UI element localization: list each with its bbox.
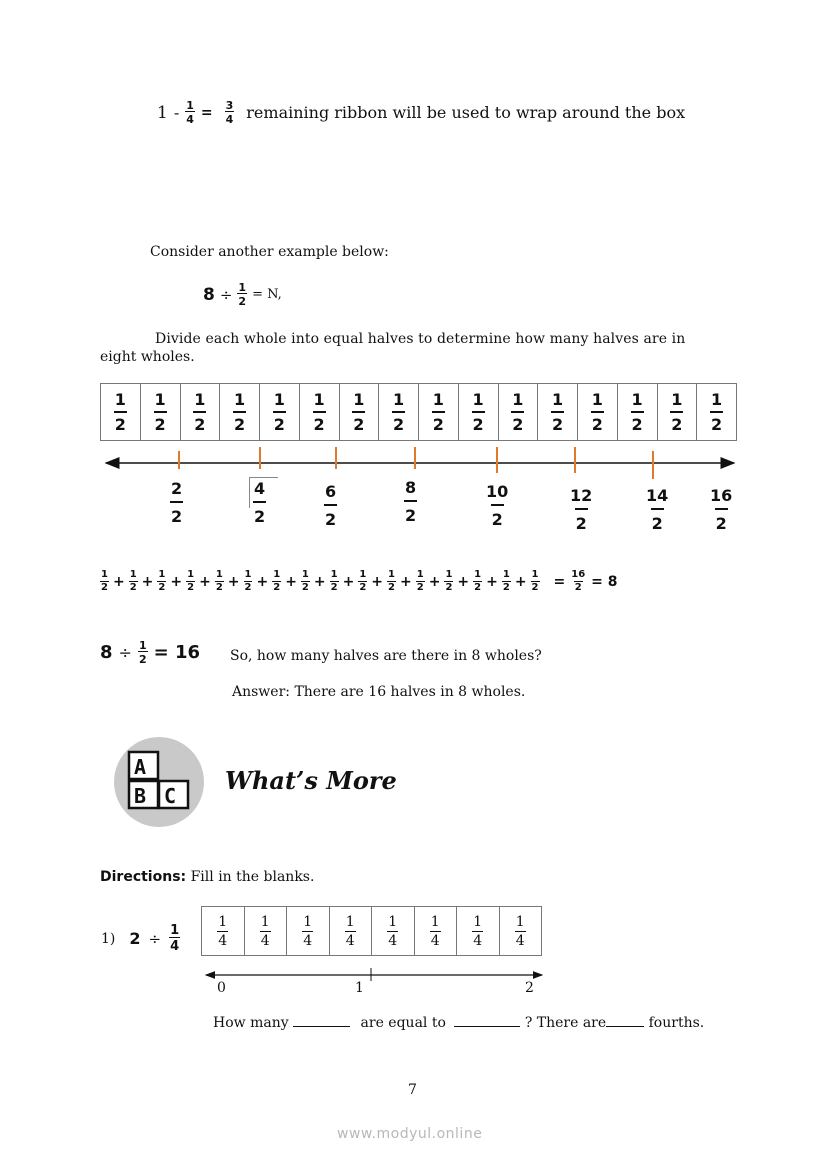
block-letter: A [134, 755, 147, 779]
item-1-equation: 1) 2 ÷ $\frac{1}{4}$ [101, 923, 180, 954]
half-cell: $\frac{1}{2}$ [657, 384, 697, 441]
sum-result: = 8 [591, 573, 618, 590]
number-line-label: $\frac{6}{2}$ [325, 482, 337, 529]
half-cell: $\frac{1}{2}$ [339, 384, 379, 441]
halves-sum-row [100, 570, 618, 593]
number-line-label: $\frac{10}{2}$ [486, 482, 509, 529]
line-label-1: 1 [355, 980, 364, 996]
half-cell: $\frac{1}{2}$ [101, 384, 141, 441]
result-equation: 8 ÷ $\frac{1}{2}$ = 16 [100, 639, 200, 666]
half-cell: $\frac{1}{2}$ [617, 384, 657, 441]
number-line-label: $\frac{16}{2}$ [710, 486, 733, 533]
eq-equals: = [200, 104, 213, 121]
half-cell: $\frac{1}{2}$ [140, 384, 180, 441]
number-line-label: $\frac{4}{2}$ [254, 479, 266, 526]
divide-instruction-1: Divide each whole into equal halves to determine how many halves are in [155, 331, 686, 347]
half-cell: $\frac{1}{2}$ [697, 384, 737, 441]
half-cell: $\frac{1}{2}$ [379, 384, 419, 441]
divide-instruction-2: eight wholes. [100, 349, 195, 365]
number-line-label: $\frac{2}{2}$ [171, 479, 183, 526]
plus-sign: + [112, 573, 125, 590]
half-cell: $\frac{1}{2}$ [180, 384, 220, 441]
fourth-cell: $\frac{1}{4}$ [499, 907, 542, 956]
plus-sign: + [256, 573, 269, 590]
fraction-three-fourths: $\frac{3}{4}$ [225, 99, 234, 126]
sum-term: $\frac{1}{2}$ [187, 569, 195, 593]
fourth-cell: $\frac{1}{4}$ [329, 907, 372, 956]
half-cell: $\frac{1}{2}$ [220, 384, 260, 441]
sum-term: $\frac{1}{2}$ [158, 569, 166, 593]
example-equation: 8 ÷ $\frac{1}{2}$ = N, [203, 281, 282, 308]
blank-2[interactable] [454, 1026, 520, 1027]
halves-number-line [100, 440, 740, 480]
number-line-label: $\frac{8}{2}$ [405, 478, 417, 525]
plus-sign: + [400, 573, 412, 590]
sum-term: $\frac{1}{2}$ [445, 569, 453, 593]
half-cell: $\frac{1}{2}$ [260, 384, 300, 441]
plus-sign: + [457, 573, 470, 590]
sum-term: $\frac{1}{2}$ [301, 569, 309, 593]
eq-one: 1 [157, 102, 168, 123]
blank-3[interactable] [606, 1026, 644, 1027]
sum-term: $\frac{1}{2}$ [416, 569, 424, 593]
fourth-cell: $\frac{1}{4}$ [414, 907, 457, 956]
fourths-row [202, 907, 542, 956]
fourths-number-line [200, 965, 550, 983]
sum-total-fraction: $\frac{16}{2}$ [571, 569, 586, 593]
fraction-one-half: $\frac{1}{2}$ [238, 281, 247, 308]
plus-sign: + [227, 573, 240, 590]
page-number: 7 [408, 1082, 417, 1098]
fourths-table [201, 906, 542, 956]
section-title: What’s More [225, 766, 397, 795]
plus-sign: + [170, 573, 183, 590]
sum-term: $\frac{1}{2}$ [273, 569, 281, 593]
plus-sign: + [141, 573, 154, 590]
half-cell: $\frac{1}{2}$ [299, 384, 339, 441]
block-letter: B [134, 784, 147, 808]
sum-term: $\frac{1}{2}$ [101, 569, 108, 593]
plus-sign: + [371, 573, 384, 590]
line-label-0: 0 [217, 980, 226, 996]
blank-1[interactable] [293, 1026, 350, 1027]
sum-term: $\frac{1}{2}$ [388, 569, 395, 593]
sum-term: $\frac{1}{2}$ [474, 569, 482, 593]
directions [100, 869, 314, 885]
plus-sign: + [199, 573, 211, 590]
fourth-cell: $\frac{1}{4}$ [372, 907, 415, 956]
halves-row [101, 384, 737, 441]
ribbon-equation-line [157, 100, 685, 125]
number-line-label: $\frac{14}{2}$ [646, 486, 669, 533]
eq-minus: - [173, 103, 180, 122]
sum-term: $\frac{1}{2}$ [359, 569, 367, 593]
plus-sign: + [285, 573, 297, 590]
plus-sign: + [313, 573, 326, 590]
sum-term: $\frac{1}{2}$ [330, 569, 338, 593]
half-cell: $\frac{1}{2}$ [458, 384, 498, 441]
plus-sign: + [428, 573, 441, 590]
half-cell: $\frac{1}{2}$ [538, 384, 578, 441]
sum-term: $\frac{1}{2}$ [244, 569, 252, 593]
half-cell: $\frac{1}{2}$ [419, 384, 459, 441]
sum-term: $\frac{1}{2}$ [531, 569, 539, 593]
fourth-cell: $\frac{1}{4}$ [457, 907, 500, 956]
label-bracket [249, 477, 278, 508]
question-text: So, how many halves are there in 8 wholes? [230, 648, 542, 664]
plus-sign: + [342, 573, 355, 590]
number-line-label: $\frac{12}{2}$ [570, 486, 593, 533]
half-cell: $\frac{1}{2}$ [498, 384, 538, 441]
fourth-cell: $\frac{1}{4}$ [244, 907, 287, 956]
sum-term: $\frac{1}{2}$ [129, 569, 137, 593]
fourth-cell: $\frac{1}{4}$ [287, 907, 330, 956]
sum-term: $\frac{1}{2}$ [502, 569, 510, 593]
answer-text: Answer: There are 16 halves in 8 wholes. [232, 684, 526, 700]
sum-term: $\frac{1}{2}$ [215, 569, 223, 593]
ribbon-text: remaining ribbon will be used to wrap around the box [246, 103, 686, 122]
item-1-question: How many are equal to ? There are fourths. [213, 1015, 705, 1031]
plus-sign: + [486, 573, 498, 590]
sum-equals: = [553, 573, 566, 590]
line-label-2: 2 [525, 980, 534, 996]
directions-label: Directions: [100, 869, 187, 885]
block-letter: C [164, 784, 177, 808]
fourth-cell: $\frac{1}{4}$ [202, 907, 245, 956]
watermark: www.modyul.online [337, 1126, 483, 1142]
fraction-one-fourth: $\frac{1}{4}$ [186, 99, 194, 126]
halves-table [100, 383, 737, 441]
plus-sign: + [514, 573, 527, 590]
abc-blocks-icon [114, 737, 204, 827]
directions-text: Fill in the blanks. [190, 869, 315, 885]
half-cell: $\frac{1}{2}$ [578, 384, 618, 441]
consider-text: Consider another example below: [150, 244, 389, 260]
